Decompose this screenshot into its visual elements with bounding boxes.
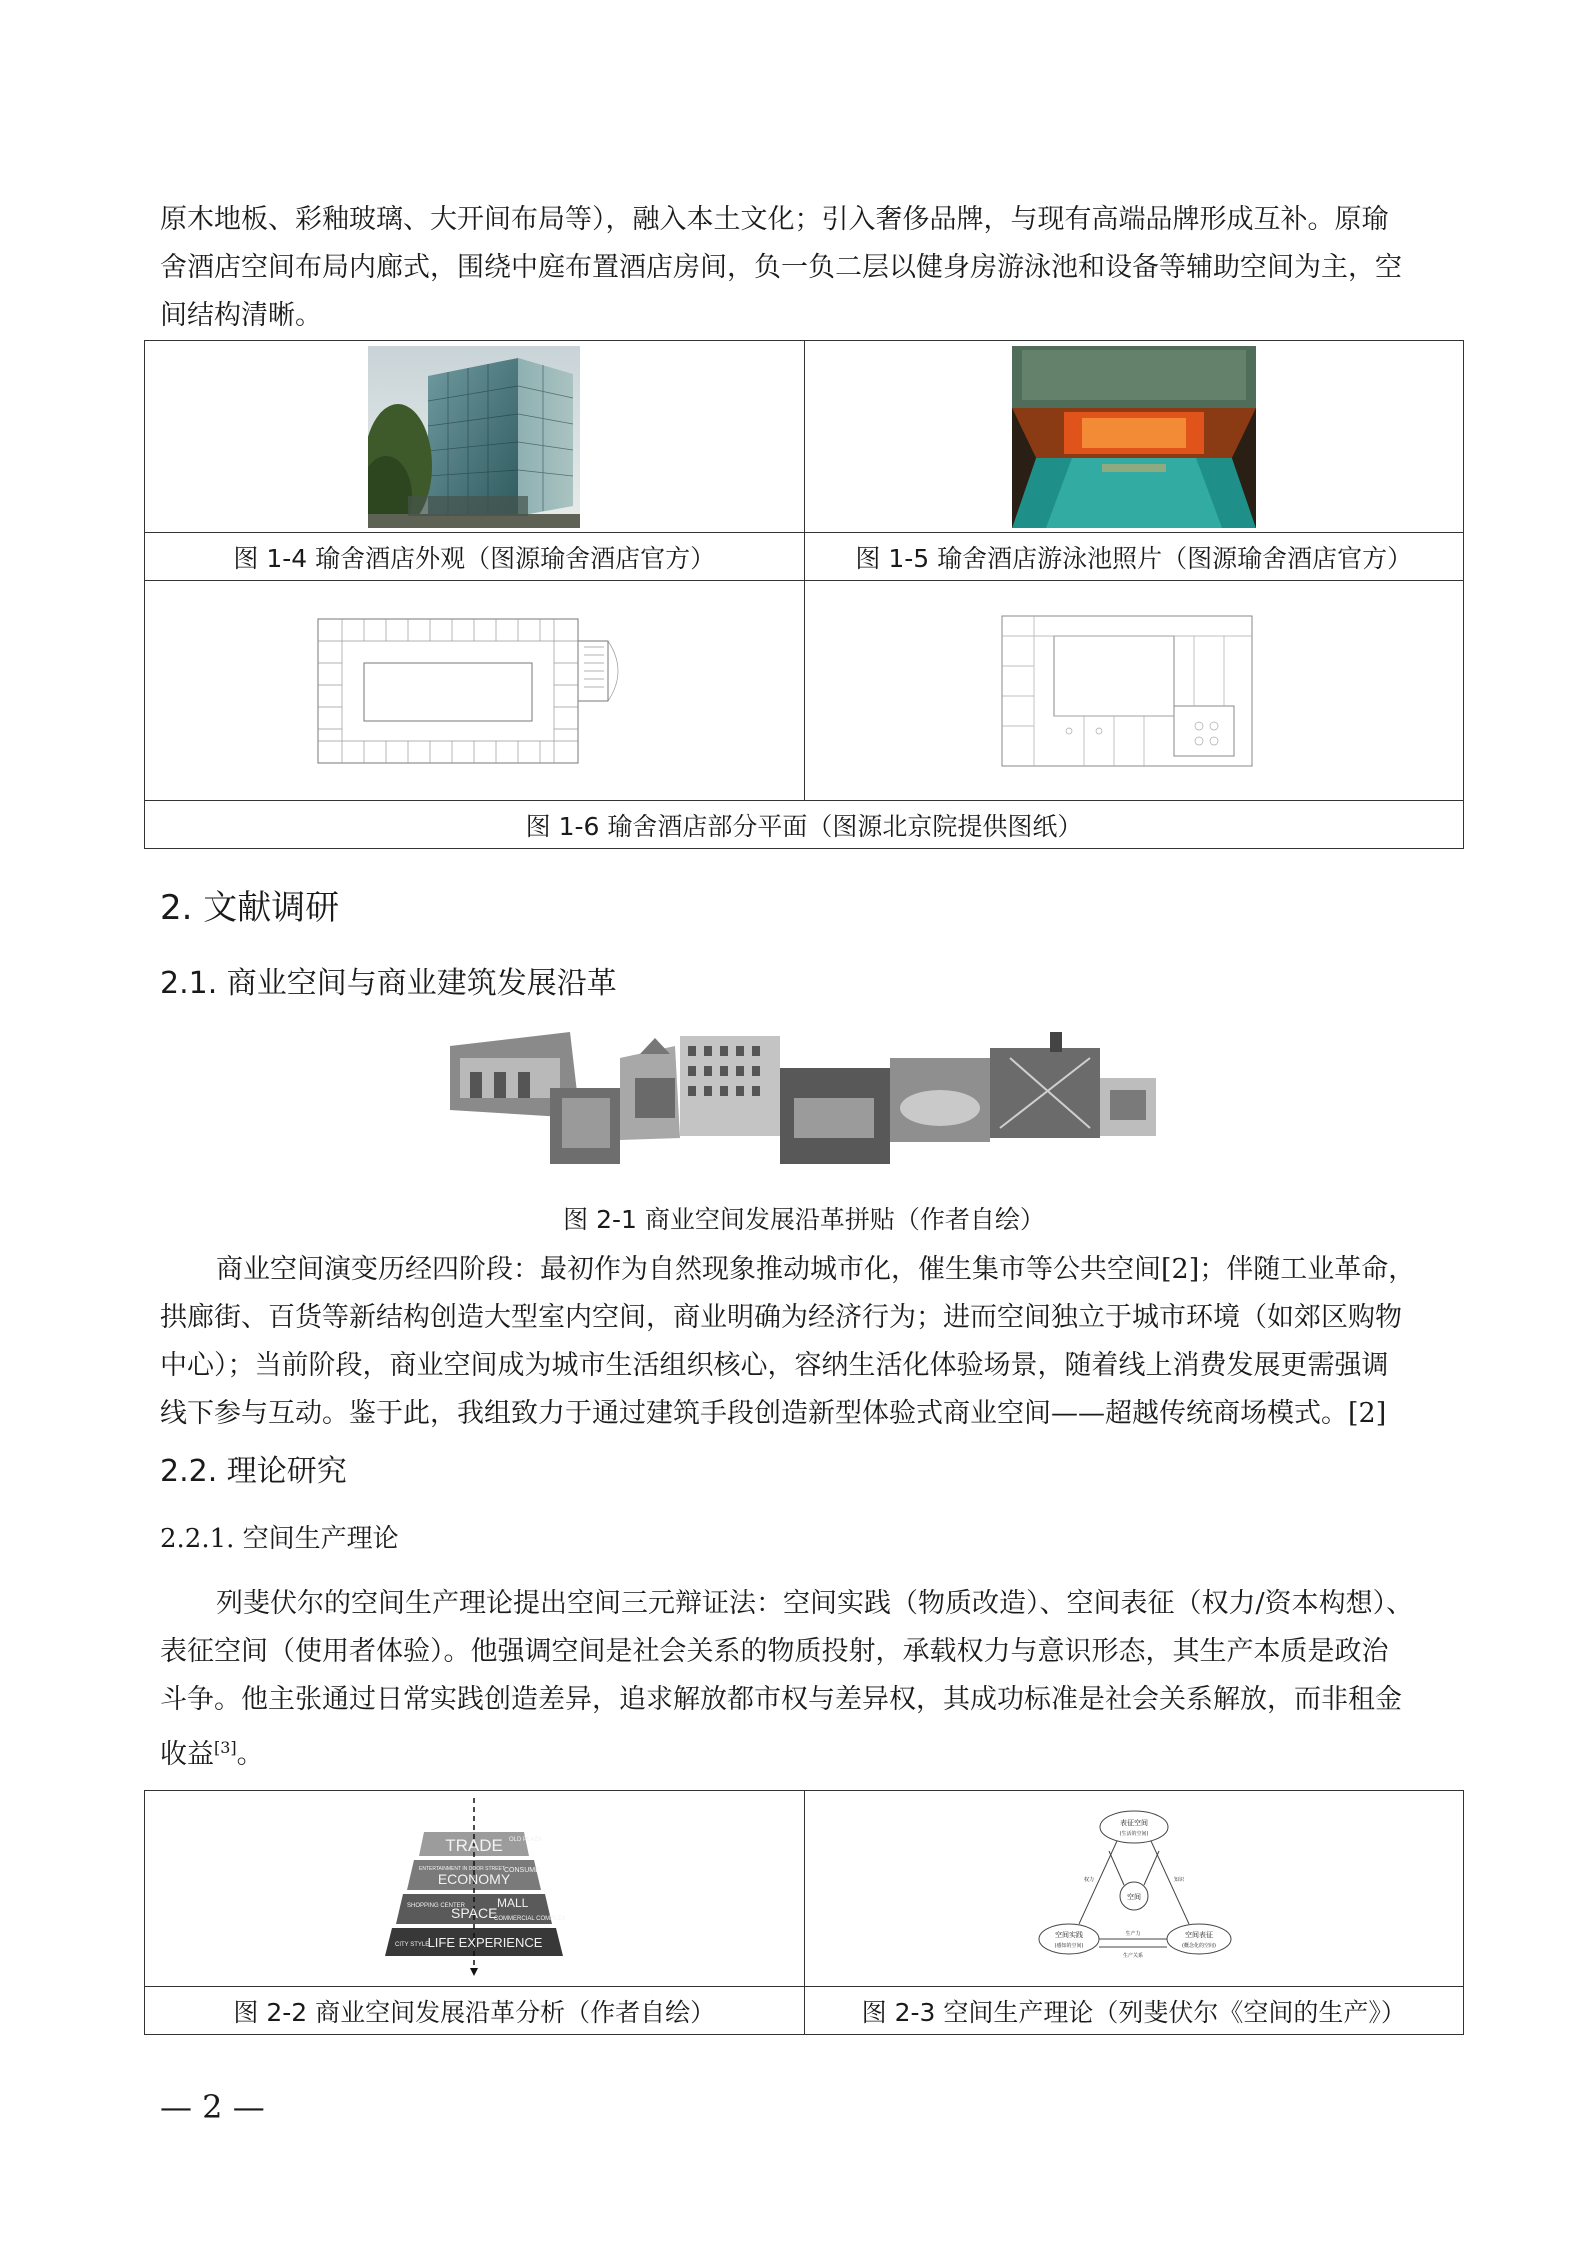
intro-paragraph bbox=[160, 196, 1460, 340]
figure-table-1 bbox=[144, 340, 1464, 849]
theory-paragraph bbox=[160, 1580, 1460, 1779]
section-2-heading: 2. 文献调研 bbox=[160, 888, 340, 928]
triad-knowledge: 知识 bbox=[1173, 1876, 1184, 1883]
pyramid-city-style: CITY STYLE bbox=[395, 1941, 430, 1948]
figure-1-6-plan-b-cell bbox=[804, 581, 1463, 801]
p2-last-text: 收益 bbox=[160, 1739, 214, 1770]
triad-left-sub: (感知的空间) bbox=[1054, 1942, 1084, 1949]
caption-figure-2-3: 图 2-3 空间生产理论（列斐伏尔《空间的生产》） bbox=[804, 1987, 1463, 2035]
p2-line-3: 斗争。他主张通过日常实践创造差异，追求解放都市权与差异权，其成功标准是社会关系解放，而非租金 bbox=[160, 1684, 1402, 1715]
triad-left: 空间实践 bbox=[1054, 1930, 1083, 1939]
figure-1-4-cell bbox=[145, 341, 805, 533]
p2-line-4 bbox=[160, 1724, 1460, 1779]
pyramid-trade: TRADE bbox=[445, 1835, 504, 1855]
p1-line-4: 线下参与互动。鉴于此，我组致力于通过建筑手段创造新型体验式商业空间——超越传统商场模式。[2] bbox=[160, 1398, 1387, 1429]
pyramid-space: SPACE bbox=[451, 1904, 498, 1921]
commercial-evolution-pyramid bbox=[359, 1794, 589, 1984]
hotel-floor-plan-1 bbox=[314, 611, 634, 771]
triad-relations: 生产关系 bbox=[1122, 1952, 1143, 1959]
figure-1-5-cell bbox=[804, 341, 1463, 533]
p1-line-2: 拱廊街、百货等新结构创造大型室内空间，商业明确为经济行为；进而空间独立于城市环境（如郊区购物 bbox=[160, 1302, 1402, 1333]
triad-top: 表征空间 bbox=[1119, 1818, 1148, 1827]
pyramid-economy: ECONOMY bbox=[438, 1870, 511, 1887]
figure-table-2 bbox=[144, 1790, 1464, 2035]
pyramid-old-plaza: OLD PLAZA bbox=[509, 1836, 543, 1843]
triad-right-sub: (概念化的空间) bbox=[1181, 1942, 1216, 1949]
section-2-2-heading: 2.2. 理论研究 bbox=[160, 1454, 347, 1489]
p1-line-1: 商业空间演变历经四阶段：最初作为自然现象推动城市化，催生集市等公共空间[2]；伴随工业革命， bbox=[216, 1254, 1416, 1285]
pyramid-life-experience: LIFE EXPERIENCE bbox=[427, 1934, 543, 1950]
page-number: — 2 — bbox=[160, 2088, 265, 2126]
p2-end: 。 bbox=[236, 1739, 264, 1770]
caption-figure-2-2: 图 2-2 商业空间发展沿革分析（作者自绘） bbox=[145, 1987, 805, 2035]
caption-figure-1-4: 图 1-4 瑜舍酒店外观（图源瑜舍酒店官方） bbox=[145, 533, 805, 581]
triad-top-sub: (生活的空间) bbox=[1119, 1830, 1149, 1837]
section-2-1-heading: 2.1. 商业空间与商业建筑发展沿革 bbox=[160, 966, 617, 1001]
figure-2-2-cell bbox=[145, 1791, 805, 1987]
p2-line-2: 表征空间（使用者体验）。他强调空间是社会关系的物质投射，承载权力与意识形态，其生产本质是政治 bbox=[160, 1636, 1389, 1667]
citation-3: [3] bbox=[214, 1738, 237, 1757]
triad-right: 空间表征 bbox=[1184, 1930, 1213, 1939]
intro-line-1: 原木地板、彩釉玻璃、大开间布局等），融入本土文化；引入奢侈品牌，与现有高端品牌形成互补。原瑜 bbox=[160, 204, 1389, 235]
hotel-floor-plan-2 bbox=[994, 606, 1274, 776]
triad-center: 空间 bbox=[1126, 1892, 1141, 1901]
pyramid-mall: MALL bbox=[497, 1895, 529, 1910]
caption-figure-1-5: 图 1-5 瑜舍酒店游泳池照片（图源瑜舍酒店官方） bbox=[804, 533, 1463, 581]
pyramid-shopping-center: SHOPPING CENTER bbox=[407, 1902, 466, 1909]
triad-power: 权力 bbox=[1083, 1876, 1094, 1883]
p2-line-1: 列斐伏尔的空间生产理论提出空间三元辩证法：空间实践（物质改造）、空间表征（权力/资本构想）、 bbox=[216, 1588, 1414, 1619]
hotel-exterior-photo bbox=[368, 346, 580, 528]
hotel-pool-photo bbox=[1012, 346, 1256, 528]
spatial-triad-diagram bbox=[1029, 1801, 1239, 1977]
caption-figure-1-6: 图 1-6 瑜舍酒店部分平面（图源北京院提供图纸） bbox=[145, 801, 1464, 849]
caption-figure-2-1: 图 2-1 商业空间发展沿革拼贴（作者自绘） bbox=[563, 1205, 1045, 1234]
pyramid-consume: CONSUME bbox=[504, 1866, 541, 1874]
section-2-2-1-heading: 2.2.1. 空间生产理论 bbox=[160, 1524, 399, 1554]
evolution-paragraph bbox=[160, 1246, 1460, 1438]
figure-1-6-plan-a-cell bbox=[145, 581, 805, 801]
intro-line-3: 间结构清晰。 bbox=[160, 300, 322, 331]
figure-2-3-cell bbox=[804, 1791, 1463, 1987]
pyramid-entertainment: ENTERTAINMENT IN DOOR STREET bbox=[419, 1865, 506, 1872]
p1-line-3: 中心）；当前阶段，商业空间成为城市生活组织核心，容纳生活化体验场景，随着线上消费发展更需强调 bbox=[160, 1350, 1389, 1381]
commercial-space-collage bbox=[450, 1028, 1156, 1164]
intro-line-2: 舍酒店空间布局内廊式，围绕中庭布置酒店房间，负一负二层以健身房游泳池和设备等辅助空间为主，空 bbox=[160, 252, 1402, 283]
pyramid-commercial-complex: COMMERCIAL COMPLEX bbox=[494, 1915, 566, 1922]
triad-productivity: 生产力 bbox=[1125, 1930, 1141, 1937]
